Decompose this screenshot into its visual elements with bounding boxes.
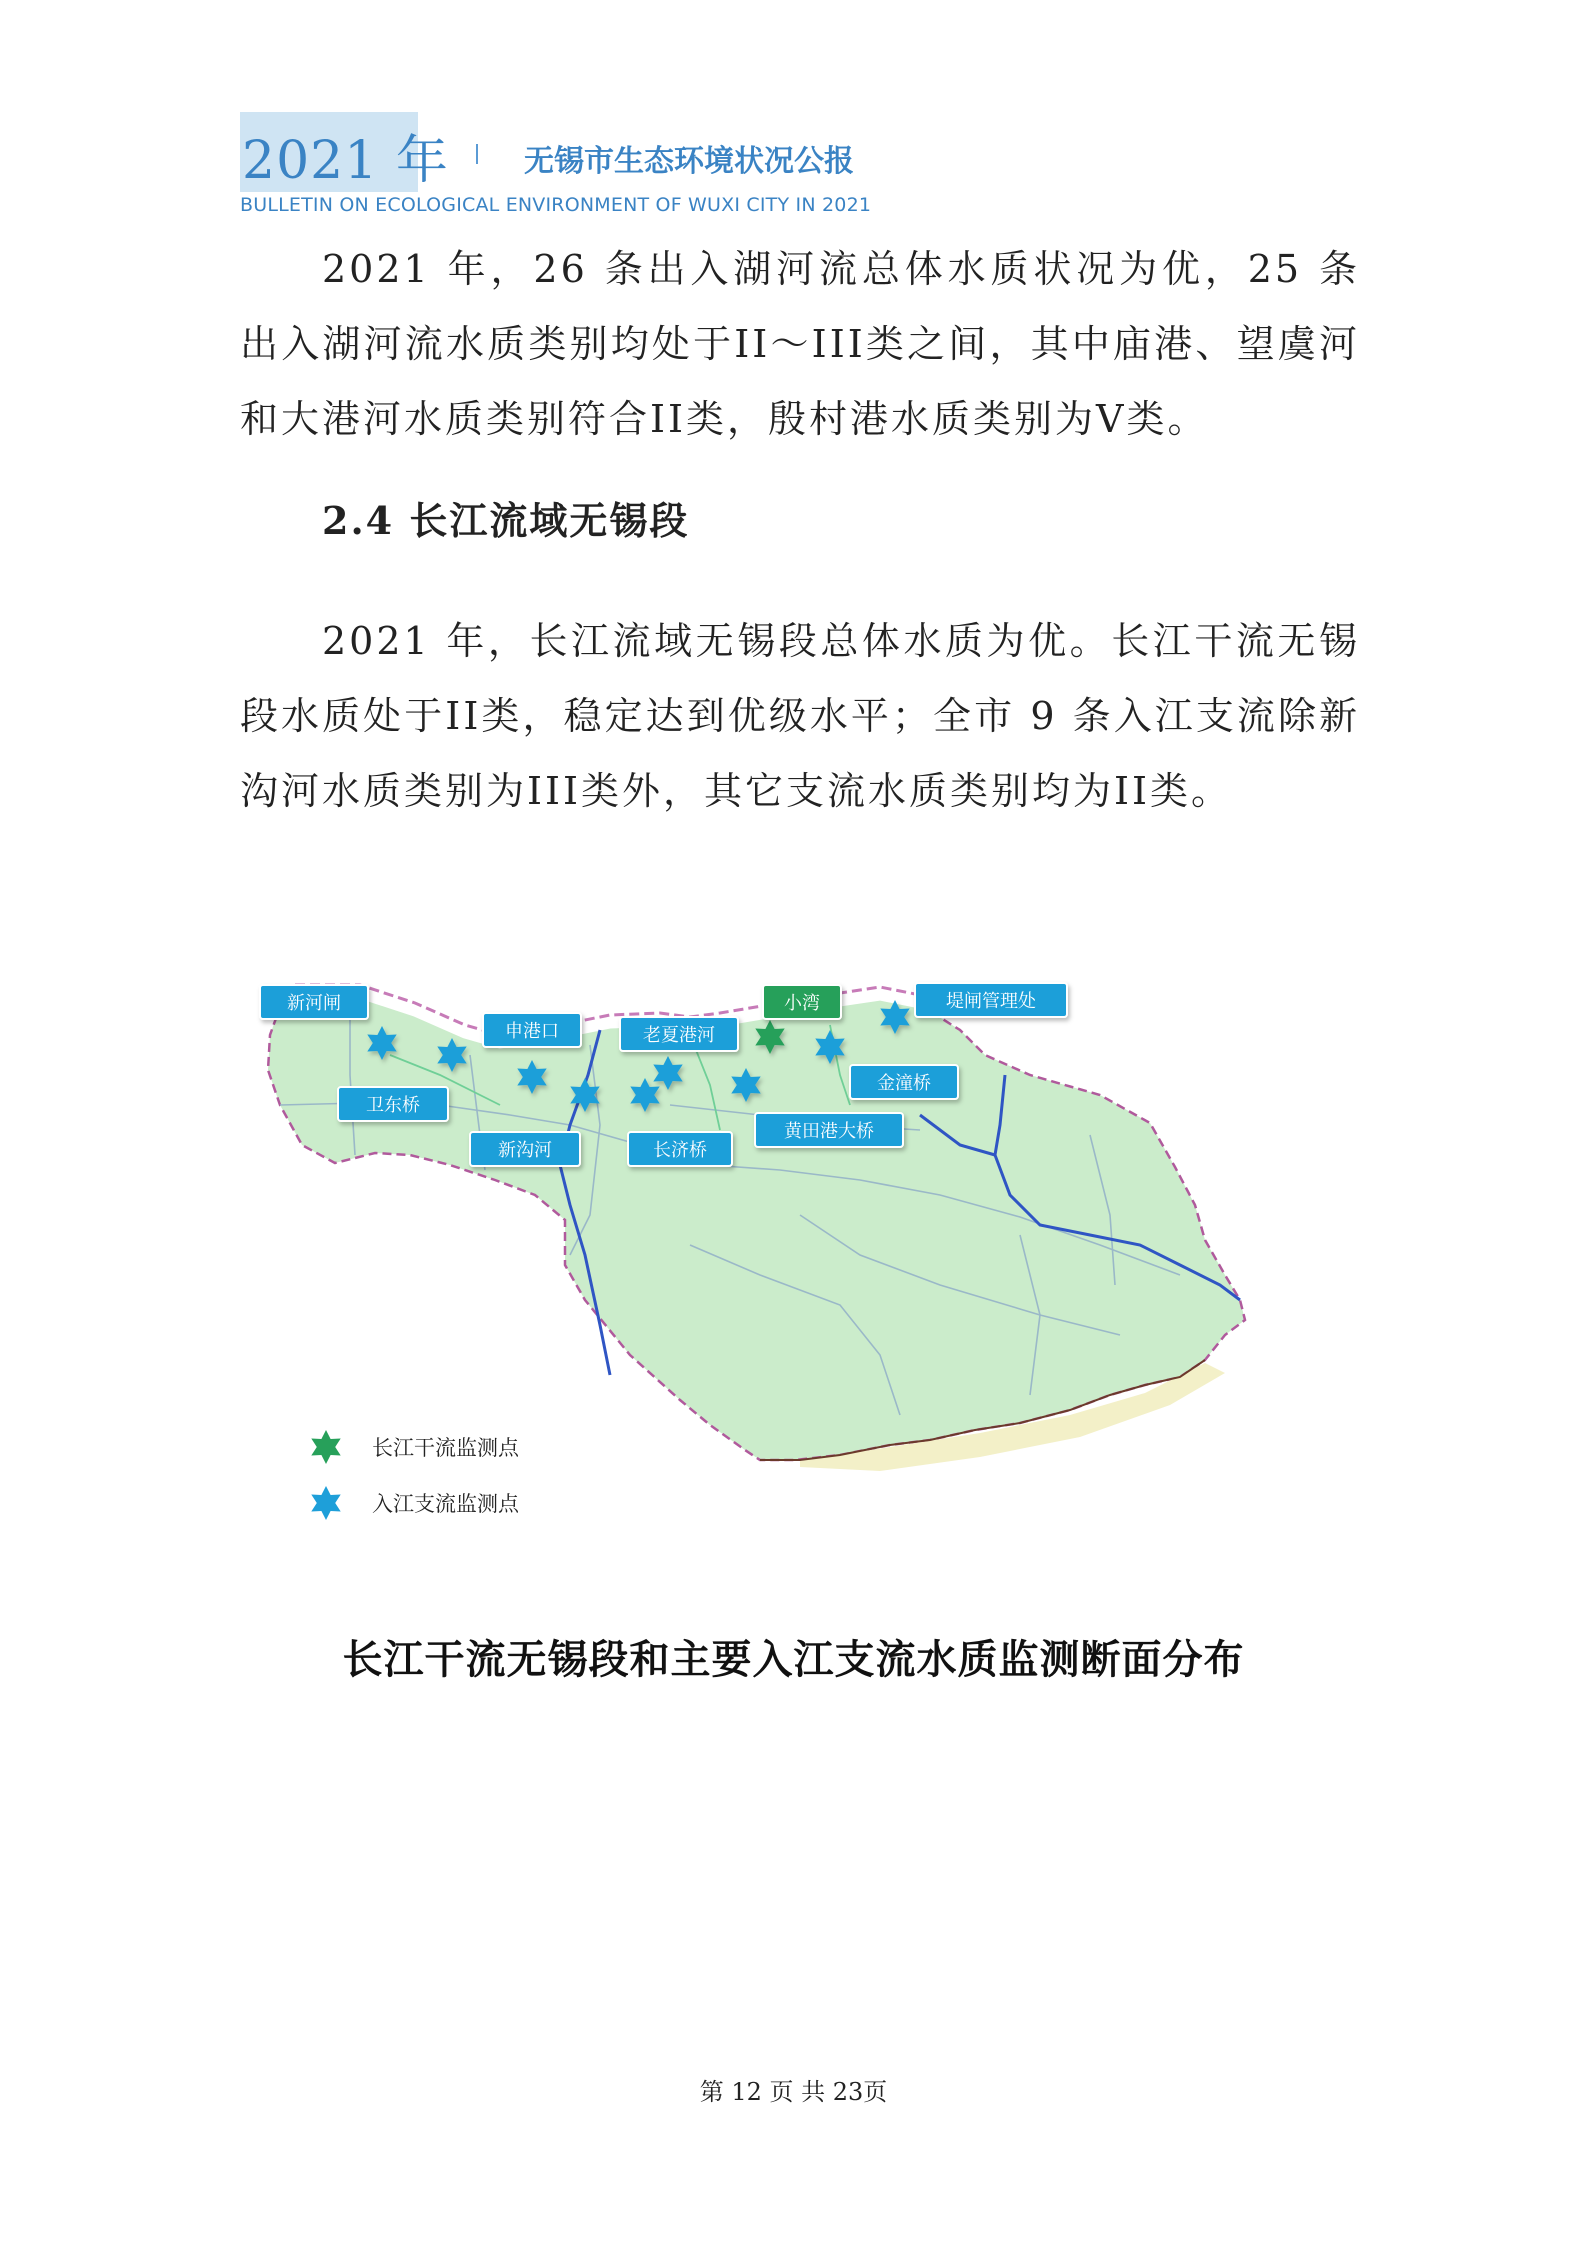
page-header bbox=[240, 112, 940, 222]
callout-xiaowan bbox=[763, 985, 841, 1019]
label-xingouhe: 新沟河 bbox=[498, 1140, 552, 1161]
label-shengangkou: 申港口 bbox=[505, 1021, 559, 1042]
callout-dizha bbox=[915, 983, 1067, 1017]
legend-mainstream-label: 长江干流监测点 bbox=[372, 1436, 519, 1460]
year-badge bbox=[240, 112, 449, 192]
header-year: 2021 年 bbox=[242, 131, 449, 191]
legend-mainstream-star bbox=[311, 1430, 340, 1464]
figure-caption: 长江干流无锡段和主要入江支流水质监测断面分布 bbox=[342, 1637, 1245, 1683]
paragraph-yangtze bbox=[240, 604, 1360, 829]
legend-tributary-star bbox=[311, 1486, 340, 1520]
paragraph-yangtze-text: 2021 年，长江流域无锡段总体水质为优。长江干流无锡段水质处于II类，稳定达到优级水平；全市 9 条入江支流除新沟河水质类别为III类外，其它支流水质类别均为II类。 bbox=[240, 619, 1360, 813]
callout-changjiqiao bbox=[628, 1132, 732, 1166]
callout-shengangkou bbox=[483, 1013, 581, 1047]
callout-xingouhe bbox=[470, 1132, 580, 1166]
header-divider bbox=[476, 144, 478, 164]
legend-tributary-label: 入江支流监测点 bbox=[372, 1492, 519, 1516]
label-dizha: 堤闸管理处 bbox=[946, 991, 1036, 1012]
label-xinhezha: 新河闸 bbox=[287, 993, 341, 1014]
label-laoxiaganghe: 老夏港河 bbox=[643, 1025, 715, 1046]
callout-huangtiangang bbox=[755, 1113, 903, 1147]
paragraph-lake-rivers-text: 2021 年，26 条出入湖河流总体水质状况为优，25 条出入湖河流水质类别均处于II～III类之间，其中庙港、望虞河和大港河水质类别符合II类，殷村港水质类别为V类。 bbox=[240, 247, 1360, 441]
section-heading: 2.4 长江流域无锡段 bbox=[322, 498, 690, 543]
callout-weidongqiao bbox=[338, 1087, 448, 1121]
label-weidongqiao: 卫东桥 bbox=[366, 1095, 420, 1116]
monitoring-map bbox=[240, 955, 1360, 1565]
header-subtitle: BULLETIN ON ECOLOGICAL ENVIRONMENT OF WUXI CITY IN 2021 bbox=[240, 194, 872, 216]
callout-jintongqiao bbox=[850, 1065, 958, 1099]
label-jintongqiao: 金潼桥 bbox=[877, 1073, 931, 1094]
callout-xinhezha bbox=[260, 985, 368, 1019]
header-title: 无锡市生态环境状况公报 bbox=[524, 144, 854, 179]
label-xiaowan: 小湾 bbox=[784, 993, 820, 1014]
paragraph-lake-rivers bbox=[240, 232, 1360, 457]
label-changjiqiao: 长济桥 bbox=[653, 1140, 707, 1161]
map-legend bbox=[311, 1430, 520, 1520]
label-huangtiangang: 黄田港大桥 bbox=[784, 1121, 874, 1142]
callout-laoxiaganghe bbox=[620, 1017, 738, 1051]
page-footer: 第 12 页 共 23页 bbox=[699, 2078, 888, 2106]
